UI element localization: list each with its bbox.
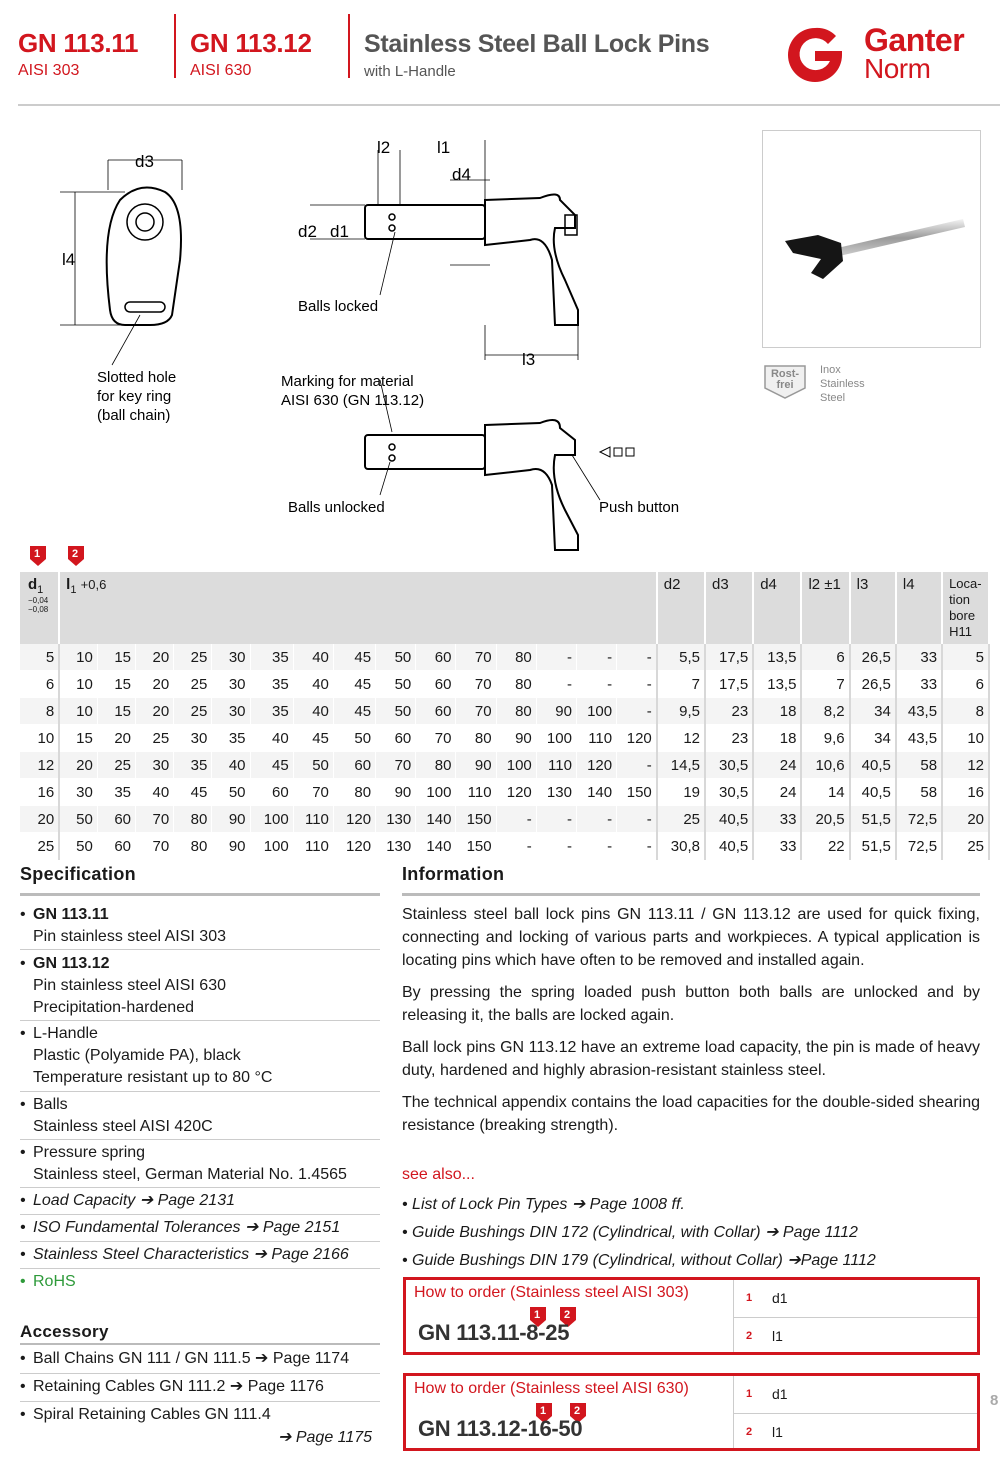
inox-badge-icon: Rost- frei xyxy=(762,364,808,400)
table-cell: 110 xyxy=(576,725,616,752)
divider xyxy=(20,1401,380,1402)
table-cell: 17,5 xyxy=(705,644,753,671)
product-code-1-material: AISI 303 xyxy=(18,62,80,79)
table-cell: 90 xyxy=(212,806,250,833)
table-cell: 33 xyxy=(896,644,942,671)
table-cell: 15 xyxy=(97,644,135,671)
see-also-label: see also... xyxy=(402,1166,475,1183)
table-cell: 80 xyxy=(174,833,212,860)
spec-ref-link[interactable]: • Stainless Steel Characteristics ➔ Page 2166 xyxy=(20,1246,349,1263)
table-cell: 30 xyxy=(136,752,174,779)
table-cell: 12 xyxy=(20,752,59,779)
table-cell: - xyxy=(576,671,616,698)
divider xyxy=(20,1187,380,1188)
order-code: GN 113.12-16-50 xyxy=(418,1416,583,1441)
table-cell: 25 xyxy=(942,833,989,860)
see-also-link[interactable]: • Guide Bushings DIN 179 (Cylindrical, without Collar) ➔Page 1112 xyxy=(402,1252,876,1269)
table-cell: 120 xyxy=(333,806,375,833)
table-cell: - xyxy=(617,833,657,860)
table-cell: 150 xyxy=(617,779,657,806)
order-badge-1: 1 xyxy=(530,1307,546,1327)
page-subtitle: with L-Handle xyxy=(364,63,456,80)
balls-locked-label: Balls locked xyxy=(298,298,379,315)
table-cell: 60 xyxy=(416,644,456,671)
table-cell: 35 xyxy=(250,671,293,698)
table-cell: 20 xyxy=(59,752,97,779)
table-cell: 20 xyxy=(136,644,174,671)
table-cell: 34 xyxy=(850,698,896,725)
push-button-label: Push button xyxy=(599,499,680,516)
table-cell: 120 xyxy=(333,833,375,860)
spec-item: • GN 113.12 Pin stainless steel AISI 630 Precipitation-hardened xyxy=(20,955,226,1016)
dimension-d2: d2 xyxy=(298,222,317,241)
table-cell: 58 xyxy=(896,779,942,806)
table-cell: 80 xyxy=(496,671,536,698)
table-cell: - xyxy=(617,806,657,833)
table-cell: 40 xyxy=(293,644,333,671)
table-cell: 33 xyxy=(753,833,801,860)
table-cell: 9,5 xyxy=(657,698,705,725)
table-cell: 70 xyxy=(136,833,174,860)
table-cell: 45 xyxy=(333,698,375,725)
table-row xyxy=(20,725,989,752)
table-cell: 10 xyxy=(942,725,989,752)
table-cell: 45 xyxy=(250,752,293,779)
dimension-l4: l4 xyxy=(62,250,76,269)
table-cell: 43,5 xyxy=(896,725,942,752)
dimension-l2: l2 xyxy=(377,138,391,157)
spec-ref-link[interactable]: • ISO Fundamental Tolerances ➔ Page 2151 xyxy=(20,1219,341,1236)
table-cell: 25 xyxy=(174,644,212,671)
table-cell: 50 xyxy=(59,833,97,860)
product-photo xyxy=(762,130,981,348)
table-cell: 25 xyxy=(136,725,174,752)
table-cell: 22 xyxy=(801,833,849,860)
table-cell: - xyxy=(536,833,576,860)
table-cell: 100 xyxy=(496,752,536,779)
order-badge-1: 1 xyxy=(536,1403,552,1423)
section-rule xyxy=(20,893,380,896)
page-edge-number: 8 xyxy=(990,1392,999,1409)
col-l2-header: l2 ±1 xyxy=(801,572,849,644)
table-cell: 35 xyxy=(250,698,293,725)
table-cell: 40,5 xyxy=(705,806,753,833)
table-cell: 72,5 xyxy=(896,833,942,860)
order-badge-2: 2 xyxy=(570,1403,586,1423)
table-cell: 6 xyxy=(801,644,849,671)
header-divider xyxy=(348,14,350,78)
table-cell: 100 xyxy=(416,779,456,806)
table-cell: 6 xyxy=(942,671,989,698)
brand-name: Ganter xyxy=(864,22,965,58)
table-cell: 70 xyxy=(136,806,174,833)
col-l4-header: l4 xyxy=(896,572,942,644)
dimension-l1: l1 xyxy=(437,138,451,157)
order-box-title: How to order (Stainless steel AISI 303) xyxy=(414,1284,689,1301)
table-cell: 15 xyxy=(59,725,97,752)
table-cell: 15 xyxy=(97,698,135,725)
table-cell: 10 xyxy=(59,698,97,725)
table-cell: 70 xyxy=(456,644,496,671)
table-cell: 130 xyxy=(376,806,416,833)
table-cell: 24 xyxy=(753,779,801,806)
table-cell: 10 xyxy=(20,725,59,752)
table-cell: 17,5 xyxy=(705,671,753,698)
table-cell: 20 xyxy=(136,671,174,698)
table-cell: 110 xyxy=(536,752,576,779)
product-code-2-material: AISI 630 xyxy=(190,62,252,79)
order-badge-2: 2 xyxy=(68,546,84,566)
divider xyxy=(20,1268,380,1269)
table-cell: 34 xyxy=(850,725,896,752)
order-code: GN 113.11-8-25 xyxy=(418,1320,570,1345)
order-legend: 1 d1 2 l1 xyxy=(733,1280,977,1352)
table-cell: 43,5 xyxy=(896,698,942,725)
brand-name-2: Norm xyxy=(864,53,931,84)
table-cell: 51,5 xyxy=(850,833,896,860)
table-cell: 58 xyxy=(896,752,942,779)
table-cell: 16 xyxy=(20,779,59,806)
table-cell: 45 xyxy=(293,725,333,752)
table-cell: 50 xyxy=(376,698,416,725)
section-rule xyxy=(402,893,980,896)
table-cell: 10 xyxy=(59,644,97,671)
accessory-link[interactable]: • Ball Chains GN 111 / GN 111.5 ➔ Page 1174 xyxy=(20,1350,350,1367)
see-also-link[interactable]: • List of Lock Pin Types ➔ Page 1008 ff. xyxy=(402,1196,685,1213)
table-cell: 18 xyxy=(753,725,801,752)
table-cell: 140 xyxy=(576,779,616,806)
table-cell: 19 xyxy=(657,779,705,806)
table-cell: 30 xyxy=(174,725,212,752)
information-title: Information xyxy=(402,864,505,884)
divider xyxy=(20,1241,380,1242)
order-box-aisi630 xyxy=(403,1373,980,1451)
table-cell: 40,5 xyxy=(705,833,753,860)
table-cell: 20 xyxy=(97,725,135,752)
table-row xyxy=(20,698,989,725)
table-cell: 100 xyxy=(250,806,293,833)
col-d1-header: $d_1$ −0,04 −0,08 xyxy=(20,572,59,644)
table-cell: 70 xyxy=(376,752,416,779)
table-cell: - xyxy=(617,752,657,779)
table-cell: 14,5 xyxy=(657,752,705,779)
table-cell: 20 xyxy=(942,806,989,833)
dimension-d1: d1 xyxy=(330,222,349,241)
table-cell: 72,5 xyxy=(896,806,942,833)
divider xyxy=(20,1139,380,1140)
dimension-table xyxy=(20,572,990,860)
table-cell: 13,5 xyxy=(753,671,801,698)
table-cell: 120 xyxy=(576,752,616,779)
header-rule xyxy=(18,104,1000,106)
table-cell: - xyxy=(536,644,576,671)
table-cell: - xyxy=(496,833,536,860)
table-cell: 9,6 xyxy=(801,725,849,752)
table-cell: 40 xyxy=(293,698,333,725)
table-cell: 70 xyxy=(293,779,333,806)
table-cell: 7 xyxy=(657,671,705,698)
col-d3-header: d3 xyxy=(705,572,753,644)
table-cell: 23 xyxy=(705,725,753,752)
table-cell: 90 xyxy=(536,698,576,725)
table-cell: - xyxy=(576,806,616,833)
technical-drawing xyxy=(0,110,760,560)
dimension-d3: d3 xyxy=(135,152,154,171)
table-cell: 50 xyxy=(293,752,333,779)
rohs-label: • RoHS xyxy=(20,1273,76,1290)
order-box-title: How to order (Stainless steel AISI 630) xyxy=(414,1380,689,1397)
table-cell: 60 xyxy=(333,752,375,779)
table-cell: 90 xyxy=(456,752,496,779)
table-cell: 26,5 xyxy=(850,671,896,698)
table-cell: 45 xyxy=(333,671,375,698)
table-cell: 35 xyxy=(174,752,212,779)
table-cell: 60 xyxy=(97,806,135,833)
table-cell: 50 xyxy=(376,671,416,698)
table-cell: 40 xyxy=(136,779,174,806)
table-cell: 33 xyxy=(896,671,942,698)
table-cell: 5,5 xyxy=(657,644,705,671)
table-cell: 25 xyxy=(20,833,59,860)
accessory-title: Accessory xyxy=(20,1322,109,1341)
table-cell: 50 xyxy=(376,644,416,671)
table-cell: 70 xyxy=(456,698,496,725)
balls-unlocked-label: Balls unlocked xyxy=(288,499,385,516)
table-cell: 16 xyxy=(942,779,989,806)
table-cell: 10 xyxy=(59,671,97,698)
see-also-link[interactable]: • Guide Bushings DIN 172 (Cylindrical, with Collar) ➔ Page 1112 xyxy=(402,1224,858,1241)
header-divider xyxy=(174,14,176,78)
table-cell: 45 xyxy=(174,779,212,806)
accessory-link[interactable]: • Retaining Cables GN 111.2 ➔ Page 1176 xyxy=(20,1378,324,1395)
table-cell: 12 xyxy=(657,725,705,752)
product-code-2: GN 113.12 xyxy=(190,28,312,58)
table-cell: 60 xyxy=(416,671,456,698)
col-d4-header: d4 xyxy=(753,572,801,644)
divider xyxy=(20,1091,380,1092)
table-cell: - xyxy=(576,833,616,860)
ganter-logo-icon xyxy=(784,24,846,86)
table-cell: 120 xyxy=(617,725,657,752)
spec-item: • Balls Stainless steel AISI 420C xyxy=(20,1096,213,1135)
table-cell: 30 xyxy=(59,779,97,806)
see-also-list xyxy=(402,1191,876,1275)
table-cell: 40,5 xyxy=(850,779,896,806)
spec-item: • L-Handle Plastic (Polyamide PA), black Temperature resistant up to 80 °C xyxy=(20,1025,273,1086)
table-cell: 80 xyxy=(496,644,536,671)
table-cell: 12 xyxy=(942,752,989,779)
divider xyxy=(20,1373,380,1374)
table-cell: 90 xyxy=(496,725,536,752)
table-cell: 25 xyxy=(174,671,212,698)
table-cell: 51,5 xyxy=(850,806,896,833)
product-code-1: GN 113.11 xyxy=(18,28,139,58)
accessory-link[interactable]: • Spiral Retaining Cables GN 111.4 xyxy=(20,1406,271,1423)
section-rule xyxy=(20,1343,380,1345)
table-cell: 60 xyxy=(376,725,416,752)
table-cell: 60 xyxy=(97,833,135,860)
table-cell: 80 xyxy=(416,752,456,779)
order-legend: 1 d1 2 l1 xyxy=(733,1376,977,1448)
divider xyxy=(20,1020,380,1021)
spec-ref-link[interactable]: • Load Capacity ➔ Page 2131 xyxy=(20,1192,235,1209)
table-cell: 60 xyxy=(416,698,456,725)
table-cell: 15 xyxy=(97,671,135,698)
table-cell: 100 xyxy=(576,698,616,725)
spec-item: • Pressure spring Stainless steel, German Material No. 1.4565 xyxy=(20,1144,347,1183)
table-cell: 35 xyxy=(97,779,135,806)
table-cell: 110 xyxy=(293,833,333,860)
table-cell: 80 xyxy=(174,806,212,833)
table-cell: 23 xyxy=(705,698,753,725)
table-row xyxy=(20,779,989,806)
order-badge-2: 2 xyxy=(560,1307,576,1327)
table-cell: 70 xyxy=(456,671,496,698)
table-cell: 8,2 xyxy=(801,698,849,725)
table-cell: - xyxy=(496,806,536,833)
table-row xyxy=(20,644,989,671)
table-cell: 150 xyxy=(456,806,496,833)
table-cell: 50 xyxy=(212,779,250,806)
table-cell: - xyxy=(576,644,616,671)
table-cell: 40 xyxy=(250,725,293,752)
inox-text: Inox Stainless Steel xyxy=(820,364,865,404)
table-cell: 33 xyxy=(753,806,801,833)
table-cell: 30,8 xyxy=(657,833,705,860)
table-cell: 7 xyxy=(801,671,849,698)
table-cell: 20 xyxy=(136,698,174,725)
divider xyxy=(20,1214,380,1215)
table-row xyxy=(20,752,989,779)
table-cell: 40 xyxy=(212,752,250,779)
table-cell: 80 xyxy=(456,725,496,752)
table-cell: 20 xyxy=(20,806,59,833)
table-cell: 35 xyxy=(250,644,293,671)
table-cell: 6 xyxy=(20,671,59,698)
table-row xyxy=(20,806,989,833)
col-l3-header: l3 xyxy=(850,572,896,644)
col-location-bore-header: Loca- tion bore H11 xyxy=(942,572,989,644)
table-row xyxy=(20,671,989,698)
marking-label: Marking for material AISI 630 (GN 113.12) xyxy=(281,373,425,409)
table-cell: 100 xyxy=(536,725,576,752)
table-cell: 100 xyxy=(250,833,293,860)
table-cell: 8 xyxy=(942,698,989,725)
table-cell: 24 xyxy=(753,752,801,779)
table-cell: 140 xyxy=(416,806,456,833)
table-cell: 30,5 xyxy=(705,752,753,779)
table-cell: 110 xyxy=(293,806,333,833)
table-cell: 10,6 xyxy=(801,752,849,779)
table-cell: 130 xyxy=(536,779,576,806)
table-cell: 5 xyxy=(20,644,59,671)
dimension-d4: d4 xyxy=(452,165,471,184)
table-cell: - xyxy=(536,671,576,698)
table-cell: 30,5 xyxy=(705,779,753,806)
table-cell: 25 xyxy=(174,698,212,725)
spec-item: • GN 113.11 Pin stainless steel AISI 303 xyxy=(20,906,226,945)
table-cell: 50 xyxy=(59,806,97,833)
table-cell: 40 xyxy=(293,671,333,698)
table-cell: 150 xyxy=(456,833,496,860)
table-cell: - xyxy=(617,671,657,698)
table-cell: 90 xyxy=(212,833,250,860)
table-cell: 25 xyxy=(97,752,135,779)
col-l1-header: $l_1 +0,6$ xyxy=(59,572,657,644)
table-cell: 45 xyxy=(333,644,375,671)
table-cell: 110 xyxy=(456,779,496,806)
table-cell: 25 xyxy=(657,806,705,833)
slotted-hole-label: Slotted hole for key ring (ball chain) xyxy=(97,369,177,424)
table-cell: 80 xyxy=(333,779,375,806)
table-cell: 30 xyxy=(212,698,250,725)
table-row xyxy=(20,833,989,860)
order-box-aisi303 xyxy=(403,1277,980,1355)
accessory-page-ref[interactable]: ➔ Page 1175 xyxy=(278,1429,373,1446)
table-cell: 30 xyxy=(212,644,250,671)
table-cell: 13,5 xyxy=(753,644,801,671)
dimension-l3: l3 xyxy=(522,350,536,369)
col-d2-header: d2 xyxy=(657,572,705,644)
information-text: Stainless steel ball lock pins GN 113.11 / GN 113.12 are used for quick fixing, connecting and locking of various parts and workpieces. A typical application is locating pins which have often to be removed and installed again. By pressing the spring loaded push button both balls are unlocked and by releasing it, the balls are locked again. Ball lock pins GN 113.12 have an extreme load capacity, the pin is made of heavy duty, hardened and highly abrasion-resistant stainless steel. The technical appendix contains the load capacities for the double-sided shearing resistance (breaking strength). xyxy=(402,906,980,1134)
page-title: Stainless Steel Ball Lock Pins xyxy=(364,30,710,58)
table-cell: 18 xyxy=(753,698,801,725)
table-cell: 70 xyxy=(416,725,456,752)
table-cell: 140 xyxy=(416,833,456,860)
table-cell: - xyxy=(617,644,657,671)
table-cell: 50 xyxy=(333,725,375,752)
table-cell: 80 xyxy=(496,698,536,725)
table-cell: 30 xyxy=(212,671,250,698)
table-cell: 14 xyxy=(801,779,849,806)
table-cell: 8 xyxy=(20,698,59,725)
table-cell: 5 xyxy=(942,644,989,671)
table-cell: 60 xyxy=(250,779,293,806)
table-cell: 26,5 xyxy=(850,644,896,671)
table-cell: 20,5 xyxy=(801,806,849,833)
table-cell: - xyxy=(617,698,657,725)
table-cell: 40,5 xyxy=(850,752,896,779)
order-badge-1: 1 xyxy=(30,546,46,566)
table-cell: 90 xyxy=(376,779,416,806)
divider xyxy=(20,949,380,950)
table-cell: - xyxy=(536,806,576,833)
specification-title: Specification xyxy=(20,864,136,884)
table-cell: 35 xyxy=(212,725,250,752)
table-cell: 120 xyxy=(496,779,536,806)
table-cell: 130 xyxy=(376,833,416,860)
